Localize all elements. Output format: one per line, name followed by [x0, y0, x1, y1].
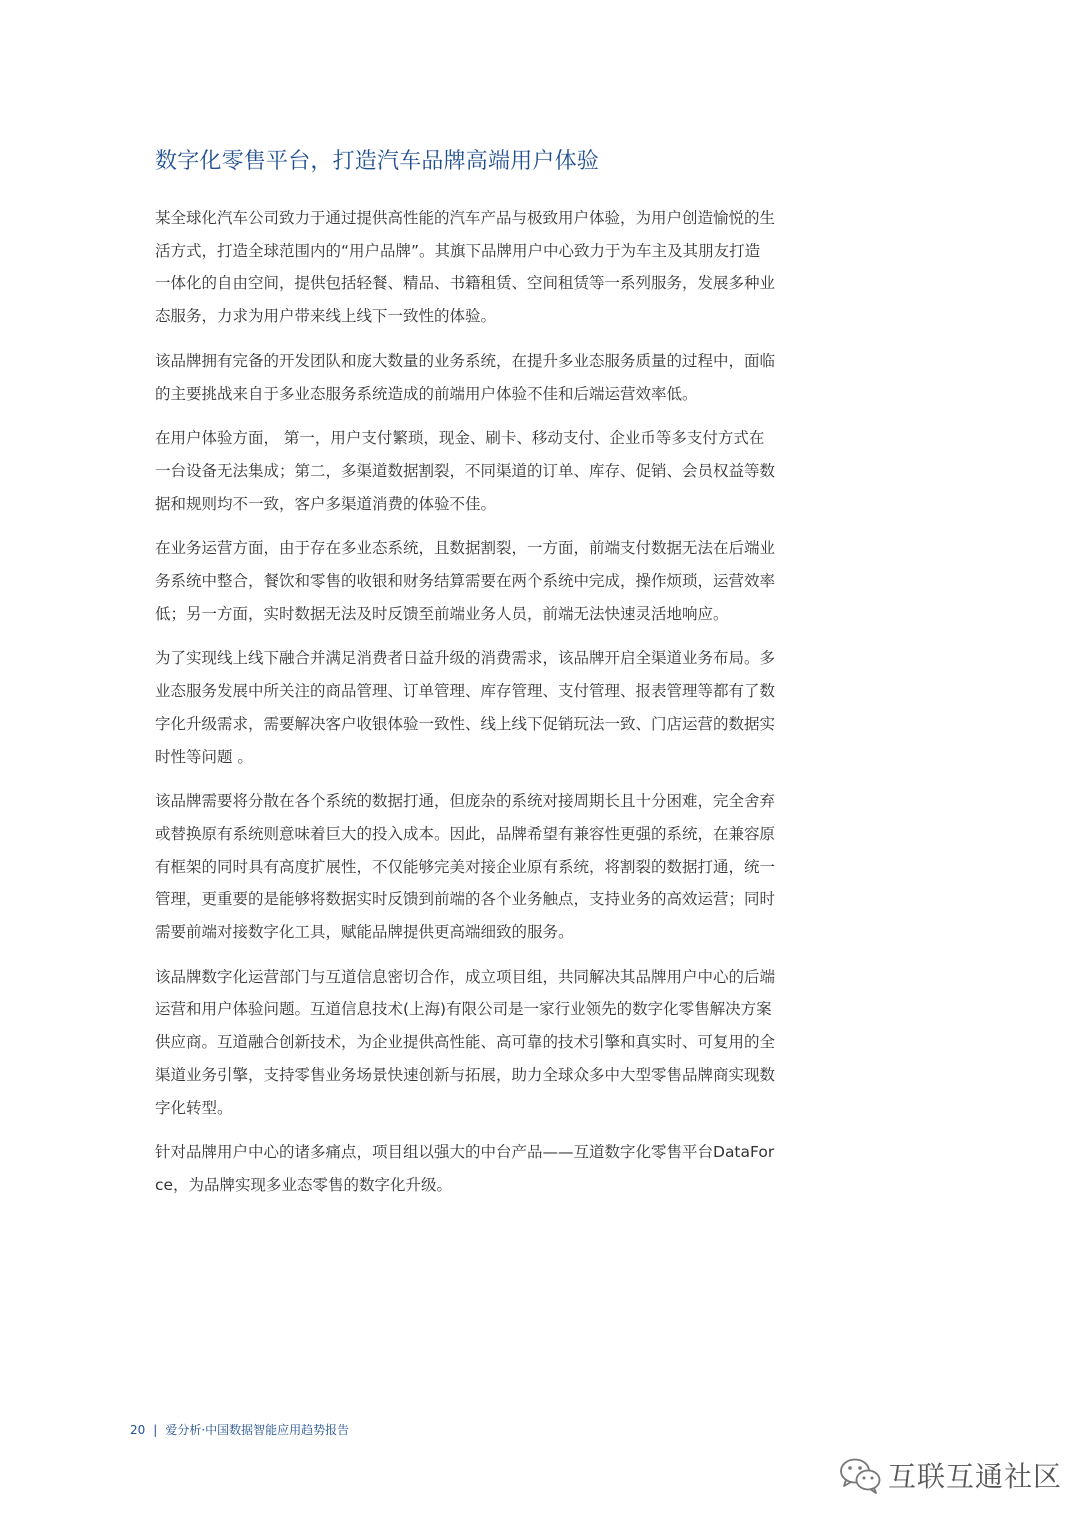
paragraph-2: 该品牌拥有完备的开发团队和庞大数量的业务系统，在提升多业态服务质量的过程中，面临的主要挑战来自于多业态服务系统造成的前端用户体验不佳和后端运营效率低。 [155, 351, 776, 403]
page-footer [130, 1421, 349, 1438]
paragraph-1: 某全球化汽车公司致力于通过提供高性能的汽车产品与极致用户体验，为用户创造愉悦的生活方式，打造全球范围内的“用户品牌”。其旗下品牌用户中心致力于为车主及其朋友打造一体化的自由空间，提供包括轻餐、精品、书籍租赁、空间租赁等一系列服务，发展多种业态服务，力求为用户带来线上线下一致性的体验。 [155, 209, 776, 326]
body-text [155, 202, 775, 1214]
report-title: 爱分析·中国数据智能应用趋势报告 [165, 1423, 350, 1437]
paragraph-3: 在用户体验方面， 第一，用户支付繁琐，现金、刷卡、移动支付、企业币等多支付方式在一台设备无法集成；第二，多渠道数据割裂，不同渠道的订单、库存、促销、会员权益等数据和规则均不一致，客户多渠道消费的体验不佳。 [155, 429, 776, 513]
paragraph-6: 该品牌需要将分散在各个系统的数据打通，但庞杂的系统对接周期长且十分困难，完全舍弃或替换原有系统则意味着巨大的投入成本。因此，品牌希望有兼容性更强的系统，在兼容原有框架的同时具有高度扩展性，不仅能够完美对接企业原有系统，将割裂的数据打通，统一管理，更重要的是能够将数据实时反馈到前端的各个业务触点，支持业务的高效运营；同时需要前端对接数字化工具，赋能品牌提供更高端细致的服务。 [155, 792, 776, 942]
watermark-text: 互联互通社区 [888, 1460, 1063, 1493]
page-title: 数字化零售平台，打造汽车品牌高端用户体验 [155, 149, 600, 174]
page-number: 20 [130, 1422, 146, 1437]
paragraph-5: 为了实现线上线下融合并满足消费者日益升级的消费需求，该品牌开启全渠道业务布局。多业态服务发展中所关注的商品管理、订单管理、库存管理、支付管理、报表管理等都有了数字化升级需求，需要解决客户收银体验一致性、线上线下促销玩法一致、门店运营的数据实时性等问题 。 [155, 649, 776, 766]
paragraph-4: 在业务运营方面，由于存在多业态系统，且数据割裂，一方面，前端支付数据无法在后端业务系统中整合，餐饮和零售的收银和财务结算需要在两个系统中完成，操作烦琐，运营效率低；另一方面，实时数据无法及时反馈至前端业务人员，前端无法快速灵活地响应。 [155, 539, 776, 623]
watermark [838, 1455, 1062, 1495]
paragraph-8: 针对品牌用户中心的诸多痛点，项目组以强大的中台产品——互道数字化零售平台DataForce，为品牌实现多业态零售的数字化升级。 [155, 1143, 775, 1194]
wechat-icon [838, 1455, 882, 1495]
footer-separator: | [153, 1422, 158, 1437]
paragraph-7: 该品牌数字化运营部门与互道信息密切合作，成立项目组，共同解决其品牌用户中心的后端运营和用户体验问题。互道信息技术(上海)有限公司是一家行业领先的数字化零售解决方案供应商。互道融合创新技术，为企业提供高性能、高可靠的技术引擎和真实时、可复用的全渠道业务引擎，支持零售业务场景快速创新与拓展，助力全球众多中大型零售品牌商实现数字化转型。 [155, 967, 776, 1117]
